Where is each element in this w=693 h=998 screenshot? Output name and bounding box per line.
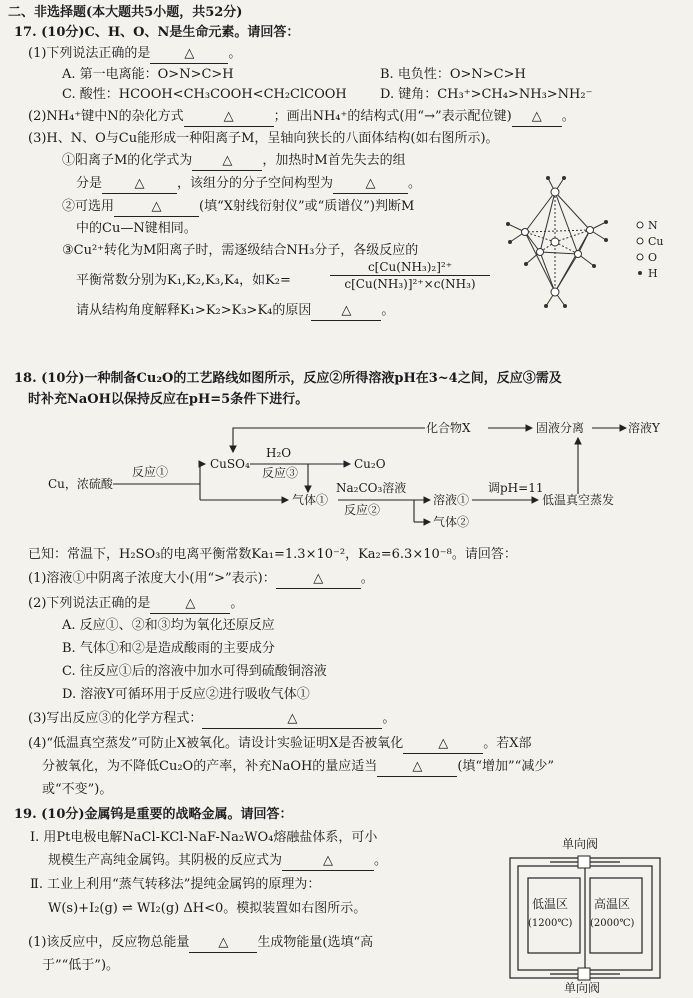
q19-p1-a: (1)该反应中，反应物总能量 [28,935,190,950]
q17-p3-i1-blank2: △ [102,175,177,194]
q19-i-a: Ⅰ. 用Pt电极电解NaCl-KCl-NaF-Na₂WO₄熔融盐体系，可小 [30,830,378,845]
flow-solution1: 溶液① [433,493,470,507]
apparatus-figure [490,828,680,993]
q18-p4-cont [42,758,554,777]
q19-p1 [28,934,373,953]
fraction-numerator: c[Cu(NH₃)₂]²⁺ [330,260,490,276]
q18-p2-option-d: D. 溶液Y可循环用于反应②进行吸收气体① [62,687,310,702]
q18-p1-blank: △ [276,570,361,589]
flow-cu2o: Cu₂O [354,457,386,471]
q19-p1-c: 于”“低于”)。 [42,958,120,973]
section-title: 二、非选择题(本大题共5小题，共52分) [8,5,243,20]
q19-i-b-text: 规模生产高纯金属钨。其阴极的反应式为 [48,853,283,868]
q18-p3-end: 。 [382,711,396,726]
q18-p4-a: (4)“低温真空蒸发”可防止X被氧化。请设计实验证明X是否被氧化 [28,736,404,751]
apparatus-valve-top: 单向阀 [562,837,599,851]
q17-p3-i2b: (填“X射线衍射仪”或“质谱仪”)判断M [199,199,415,214]
q18-p1 [28,570,374,589]
q18-header-1: 18. (10分)一种制备Cu₂O的工艺路线如图所示，反应②所得溶液pH在3~4之间，反应③需及 [14,371,562,386]
flow-reaction3: 反应③ [262,466,299,480]
q17-p1 [28,45,241,64]
flow-reaction1: 反应① [132,465,169,479]
fraction-denominator: c[Cu(NH₃)]²⁺×c(NH₃) [344,277,476,291]
q17-p3-i3b: 平衡常数分别为K₁,K₂,K₃,K₄，如K₂= [76,273,291,288]
q19-i-end: 。 [374,853,388,868]
q17-p2-end: 。 [561,109,575,124]
q18-p2-option-c: C. 往反应①后的溶液中加水可得到硫酸铜溶液 [62,664,327,679]
flow-gas1: 气体① [292,493,329,507]
legend-h: H [648,267,658,280]
q17-p1-option-c: C. 酸性：HCOOH<CH₃COOH<CH₂ClCOOH [62,87,347,102]
q18-p3-blank: △ [202,710,382,729]
apparatus-valve-bottom: 单向阀 [564,981,601,993]
q18-p4 [28,735,531,754]
flow-evaporation: 低温真空蒸发 [542,493,615,507]
flow-reaction2: 反应② [344,503,381,517]
q19-p1-blank: △ [189,934,257,953]
apparatus-low-zone: 低温区 [532,897,569,911]
q18-p2-stem: (2)下列说法正确的是 [28,596,151,611]
q17-p3-i1b: ，加热时M首先失去的组 [262,153,406,168]
q18-p2-blank: △ [150,595,230,614]
process-flow-diagram [40,410,680,535]
q19-i-b [48,852,387,871]
q17-p3-i3-blank: △ [311,302,381,321]
q18-p1-end: 。 [360,571,374,586]
q17-p3-i1c: 分是 [76,176,103,191]
q17-p3-i1-blank: △ [192,152,262,171]
q17-p3-i1-blank3: △ [333,175,408,194]
q17-p2-b: ；画出NH₄⁺的结构式(用“→”表示配位键) [273,109,512,124]
flow-ph: 调pH=11 [488,481,544,495]
q19-p1-b: 生成物能量(选填“高 [257,935,374,950]
q18-known: 已知：常温下，H₂SO₃的电离平衡常数Ka₁=1.3×10⁻²，Ka₂=6.3×10⁻⁸。请回答： [28,547,517,562]
flow-cuso4: CuSO₄ [210,457,250,471]
q17-p3-i2c: 中的Cu—N键相同。 [76,221,197,236]
q17-header: 17. (10分)C、H、O、N是生命元素。请回答： [14,25,300,40]
apparatus-high-zone: 高温区 [594,897,631,911]
q18-p2-option-a: A. 反应①、②和③均为氧化还原反应 [62,618,275,633]
q19-ii-eq: W(s)+I₂(g) ⇌ WI₂(g) ΔH<0。模拟装置如右图所示。 [48,901,367,916]
octahedron-figure [500,172,685,312]
q17-p2-a: (2)NH₄⁺键中N的杂化方式 [28,109,184,124]
flow-gas2: 气体② [433,515,470,529]
q17-p3-i1e: 。 [408,176,422,191]
flow-na2co3: Na₂CO₃溶液 [336,481,407,495]
q17-p1-option-d: D. 键角：CH₃⁺>CH₄>NH₃>NH₂⁻ [380,87,593,102]
q18-p4-c: 分被氧化，为不降低Cu₂O的产率，补充NaOH的量应适当 [42,759,378,774]
q18-p3 [28,710,395,729]
q17-p3-i1a: ①阳离子M的化学式为 [62,153,193,168]
q19-ii-a: Ⅱ. 工业上利用“蒸气转移法”提纯金属钨的原理为： [30,877,321,892]
q17-p1-option-b: B. 电负性：O>N>C>H [380,67,526,82]
flow-compound-x: 化合物X [426,421,471,435]
q17-p3-i1 [62,152,406,171]
q18-p1-a: (1)溶液①中阴离子浓度大小(用“>”表示)： [28,571,276,586]
q17-p2-blank1: △ [184,108,274,127]
flow-solid-liquid: 固液分离 [536,421,585,435]
q18-p4-d: (填“增加”“减少” [457,759,554,774]
legend-cu: Cu [648,235,664,248]
q17-fraction [330,260,490,291]
q17-p3-i1d: ，该组分的分子空间构型为 [177,176,334,191]
q17-p3-i2-blank: △ [114,198,199,217]
q18-p4-blank: △ [403,735,483,754]
q17-p3-i3c [76,302,394,321]
q18-p2 [28,595,243,614]
q17-p3-i3d: 。 [381,303,395,318]
q18-p4-b: 。若X部 [483,736,532,751]
q17-p2 [28,108,575,127]
q17-p3-i3c-text: 请从结构角度解释K₁>K₂>K₃>K₄的原因 [76,303,312,318]
flow-reactants: Cu，浓硫酸 [48,477,113,491]
q18-p3-a: (3)写出反应③的化学方程式： [28,711,203,726]
q17-p3-i2 [62,198,414,217]
q17-p2-blank2: △ [512,108,562,127]
q17-p1-end: 。 [228,46,242,61]
apparatus-low-temp: (1200℃) [528,918,573,929]
q17-p3-intro: (3)H、N、O与Cu能形成一种阳离子M，呈轴向狭长的八面体结构(如右图所示)。 [28,131,499,146]
q17-p1-stem: (1)下列说法正确的是 [28,46,151,61]
flow-solution-y: 溶液Y [628,421,660,435]
legend-n: N [648,219,658,232]
q17-p3-i3a: ③Cu²⁺转化为M阳离子时，需逐级结合NH₃分子，各级反应的 [62,243,419,258]
q18-p4-blank2: △ [377,758,457,777]
legend-o: O [648,251,658,264]
q18-header-2: 时补充NaOH以保持反应在pH=5条件下进行。 [28,392,309,407]
q18-p2-end: 。 [230,596,244,611]
q17-p3-i2a: ②可选用 [62,199,115,214]
q17-p1-blank: △ [150,45,228,64]
q19-header: 19. (10分)金属钨是重要的战略金属。请回答： [14,807,293,822]
q18-p2-option-b: B. 气体①和②是造成酸雨的主要成分 [62,641,275,656]
flow-h2o: H₂O [266,446,292,460]
q17-p1-option-a: A. 第一电离能：O>N>C>H [62,67,234,82]
q17-p3-i1-cont [76,175,421,194]
q19-i-blank: △ [282,852,374,871]
apparatus-high-temp: (2000℃) [590,918,635,929]
q18-p4-e: 或“不变”)。 [42,782,113,797]
